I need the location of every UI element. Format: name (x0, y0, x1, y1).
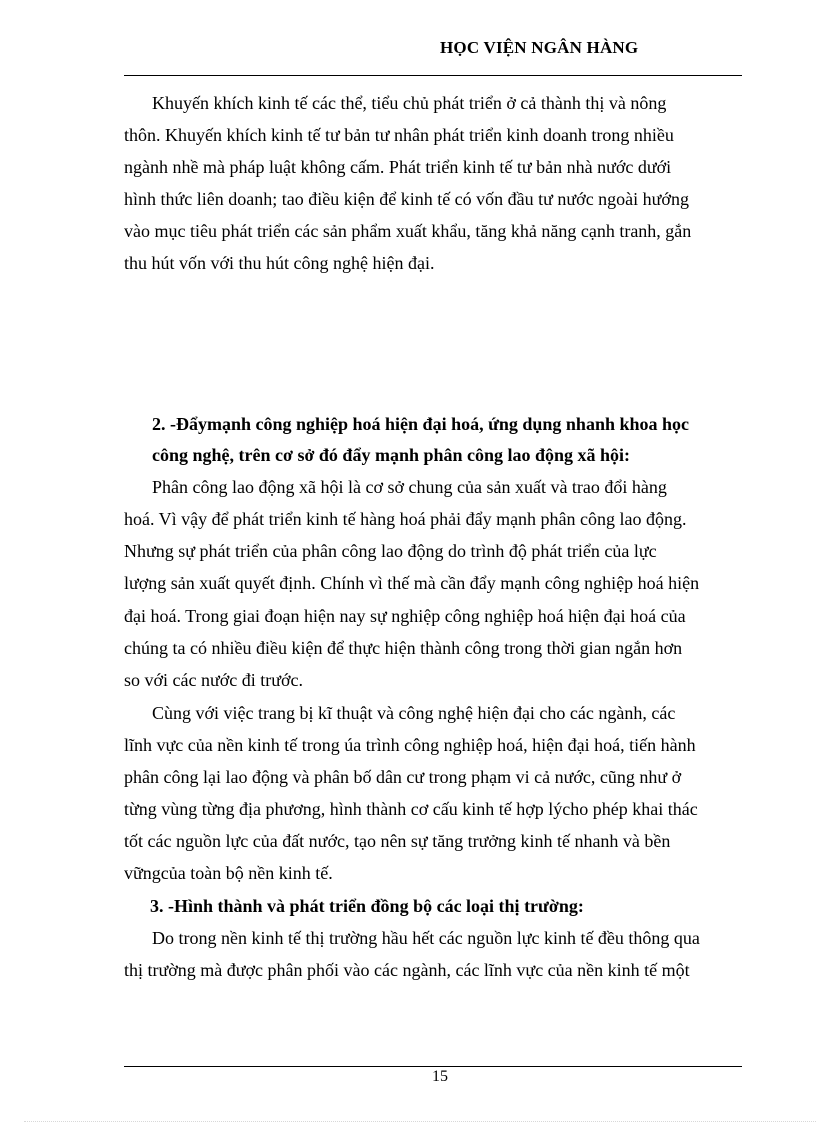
paragraph-line: lượng sản xuất quyết định. Chính vì thế mà cần đẩy mạnh công nghiệp hoá hiện (124, 573, 700, 593)
paragraph-line: hoá. Vì vậy để phát triển kinh tế hàng hoá phải đẩy mạnh phân công lao động. (124, 509, 687, 529)
paragraph-line: vào mục tiêu phát triển các sản phẩm xuất khẩu, tăng khả năng cạnh tranh, gắn (124, 221, 692, 241)
paragraph-line: chúng ta có nhiều điều kiện để thực hiện thành công trong thời gian ngắn hơn (124, 638, 683, 658)
paragraph-line: so với các nước đi trước. (124, 670, 304, 690)
section-heading-line: công nghệ, trên cơ sở đó đẩy mạnh phân công lao động xã hội: (152, 445, 631, 465)
section-heading-line: 2. -Đẩymạnh công nghiệp hoá hiện đại hoá, ứng dụng nhanh khoa học (152, 414, 689, 434)
page-header-title: HỌC VIỆN NGÂN HÀNG (440, 38, 639, 57)
section-heading-line: 3. -Hình thành và phát triển đồng bộ các loại thị trường: (150, 896, 584, 916)
paragraph-line: Phân công lao động xã hội là cơ sở chung của sản xuất và trao đổi hàng (152, 477, 667, 497)
header-rule (124, 75, 742, 76)
paragraph-line: Khuyến khích kinh tế các thể, tiểu chủ phát triển ở cả thành thị và nông (152, 93, 667, 113)
paragraph-line: thu hút vốn với thu hút công nghệ hiện đại. (124, 253, 435, 273)
paragraph-line: thôn. Khuyến khích kinh tế tư bản tư nhân phát triển kinh doanh trong nhiều (124, 125, 674, 145)
paragraph-line: tốt các nguồn lực của đất nước, tạo nên sự tăng trưởng kinh tế nhanh và bền (124, 831, 671, 851)
paragraph-line: ngành nhề mà pháp luật không cấm. Phát triển kinh tế tư bản nhà nước dưới (124, 157, 672, 177)
paragraph-line: từng vùng từng địa phương, hình thành cơ cấu kinh tế hợp lýcho phép khai thác (124, 799, 698, 819)
footer-rule (124, 1066, 742, 1067)
paragraph-line: hình thức liên doanh; tao điều kiện để kinh tế có vốn đầu tư nước ngoài hướng (124, 189, 689, 209)
page-edge-divider (24, 1121, 816, 1122)
paragraph-line: đại hoá. Trong giai đoạn hiện nay sự nghiệp công nghiệp hoá hiện đại hoá của (124, 606, 686, 626)
paragraph-line: Cùng với việc trang bị kĩ thuật và công nghệ hiện đại cho các ngành, các (152, 703, 676, 723)
paragraph-line: vữngcủa toàn bộ nền kinh tế. (124, 863, 333, 883)
paragraph-line: thị trường mà được phân phối vào các ngành, các lĩnh vực của nền kinh tế một (124, 960, 690, 980)
paragraph-line: lĩnh vực của nền kinh tế trong úa trình công nghiệp hoá, hiện đại hoá, tiến hành (124, 735, 696, 755)
paragraph-line: Nhưng sự phát triển của phân công lao động do trình độ phát triển của lực (124, 541, 657, 561)
paragraph-line: Do trong nền kinh tế thị trường hầu hết các nguồn lực kinh tế đều thông qua (152, 928, 700, 948)
page-number: 15 (432, 1068, 448, 1085)
paragraph-line: phân công lại lao động và phân bố dân cư trong phạm vi cả nước, cũng như ở (124, 767, 682, 787)
